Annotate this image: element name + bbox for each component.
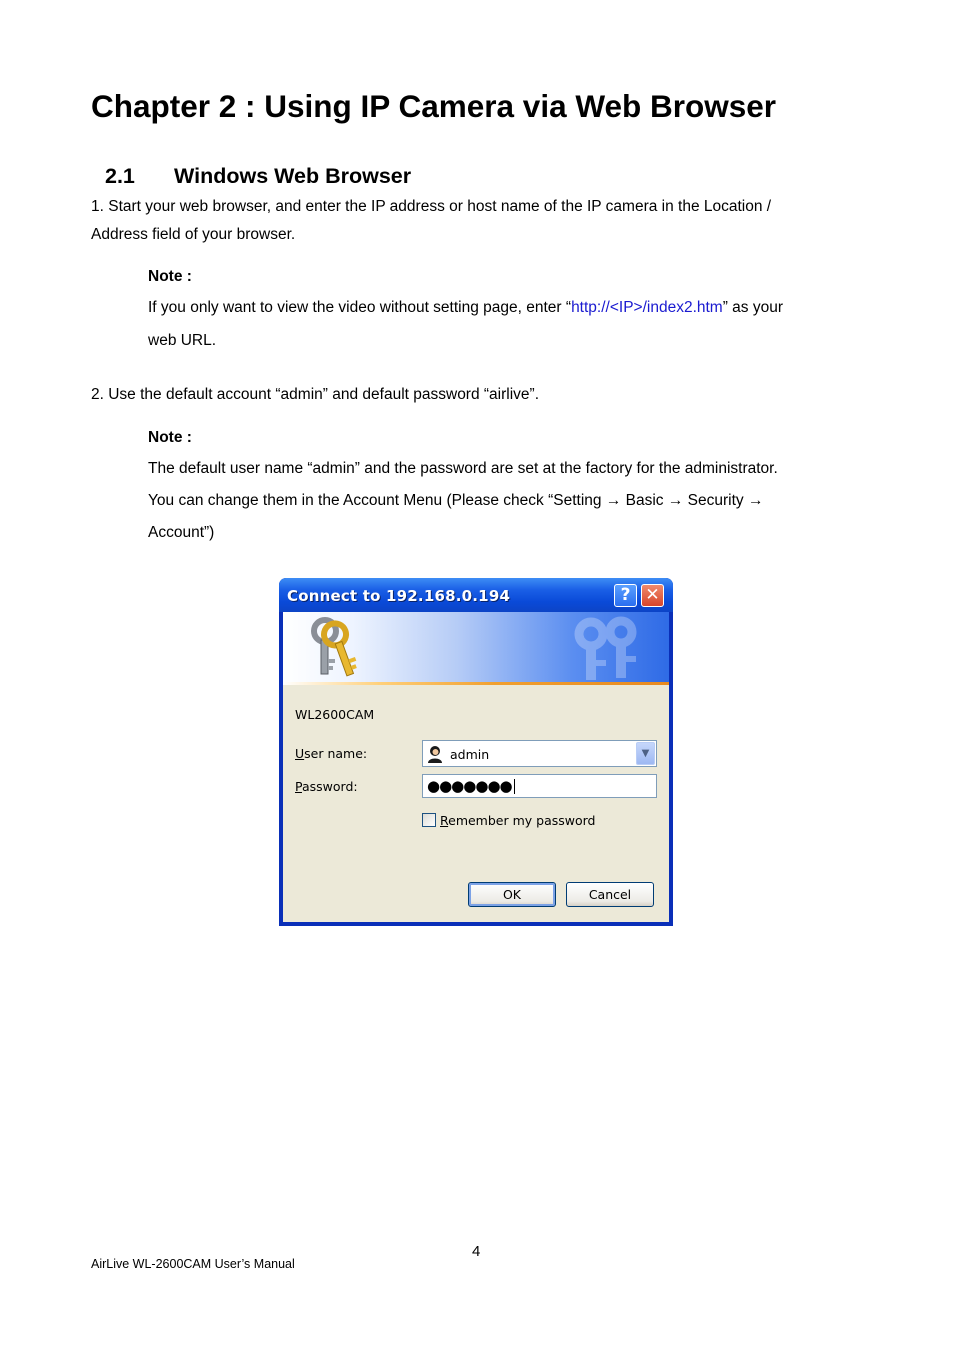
step-2-text: 2. Use the default account “admin” and default password “airlive”.	[91, 386, 540, 403]
password-input[interactable]	[422, 774, 657, 798]
chevron-down-icon[interactable]: ▼	[636, 742, 655, 765]
password-value: ●●●●●●●	[427, 777, 515, 795]
username-label: User name:	[295, 746, 368, 761]
note-2-line-1: The default user name “admin” and the password are set at the factory for the administrator.	[148, 460, 778, 477]
note-1-line-1	[148, 294, 783, 322]
username-value: admin	[450, 747, 490, 762]
note-1-line-2: web URL.	[148, 332, 217, 349]
section-title: Windows Web Browser	[174, 164, 412, 188]
help-button[interactable]: ?	[614, 584, 637, 607]
user-icon	[427, 745, 443, 763]
step-1-line-1: 1. Start your web browser, and enter the IP address or host name of the IP camera in the Location /	[91, 198, 772, 215]
login-dialog	[279, 578, 673, 926]
note-1-text-before: If you only want to view the video without setting page, enter “	[148, 299, 572, 316]
remember-password-label[interactable]: Remember my password	[440, 813, 596, 828]
username-combobox[interactable]	[422, 740, 657, 767]
remember-password-checkbox[interactable]	[422, 813, 436, 827]
note-2-line-2: You can change them in the Account Menu (Please check “Setting → Basic → Security →	[148, 492, 764, 509]
keys-icon	[301, 615, 371, 681]
password-label: Password:	[295, 779, 358, 794]
realm-label: WL2600CAM	[295, 707, 375, 722]
keys-watermark-icon	[561, 616, 651, 680]
note-1-text-after: ” as your	[722, 299, 784, 316]
footer: AirLive WL-2600CAM User’s Manual	[91, 1257, 295, 1271]
cancel-button[interactable]: Cancel	[566, 882, 654, 907]
index2-link[interactable]: http://<IP>/index2.htm	[571, 299, 723, 316]
dialog-banner	[283, 612, 669, 683]
page-number: 4	[472, 1243, 481, 1260]
section-number: 2.1	[105, 164, 135, 188]
dialog-titlebar	[279, 578, 673, 612]
step-1-line-2: Address field of your browser.	[91, 226, 296, 243]
section-heading	[105, 162, 411, 190]
dialog-title: Connect to 192.168.0.194	[287, 587, 511, 605]
chapter-title: Chapter 2 : Using IP Camera via Web Browser	[91, 88, 777, 124]
dialog-body	[283, 685, 669, 922]
note-2-label: Note :	[148, 429, 192, 446]
close-button[interactable]: ✕	[641, 584, 664, 607]
note-1-label: Note :	[148, 268, 192, 285]
ok-button[interactable]: OK	[468, 882, 556, 907]
note-2-line-3: Account”)	[148, 524, 215, 541]
